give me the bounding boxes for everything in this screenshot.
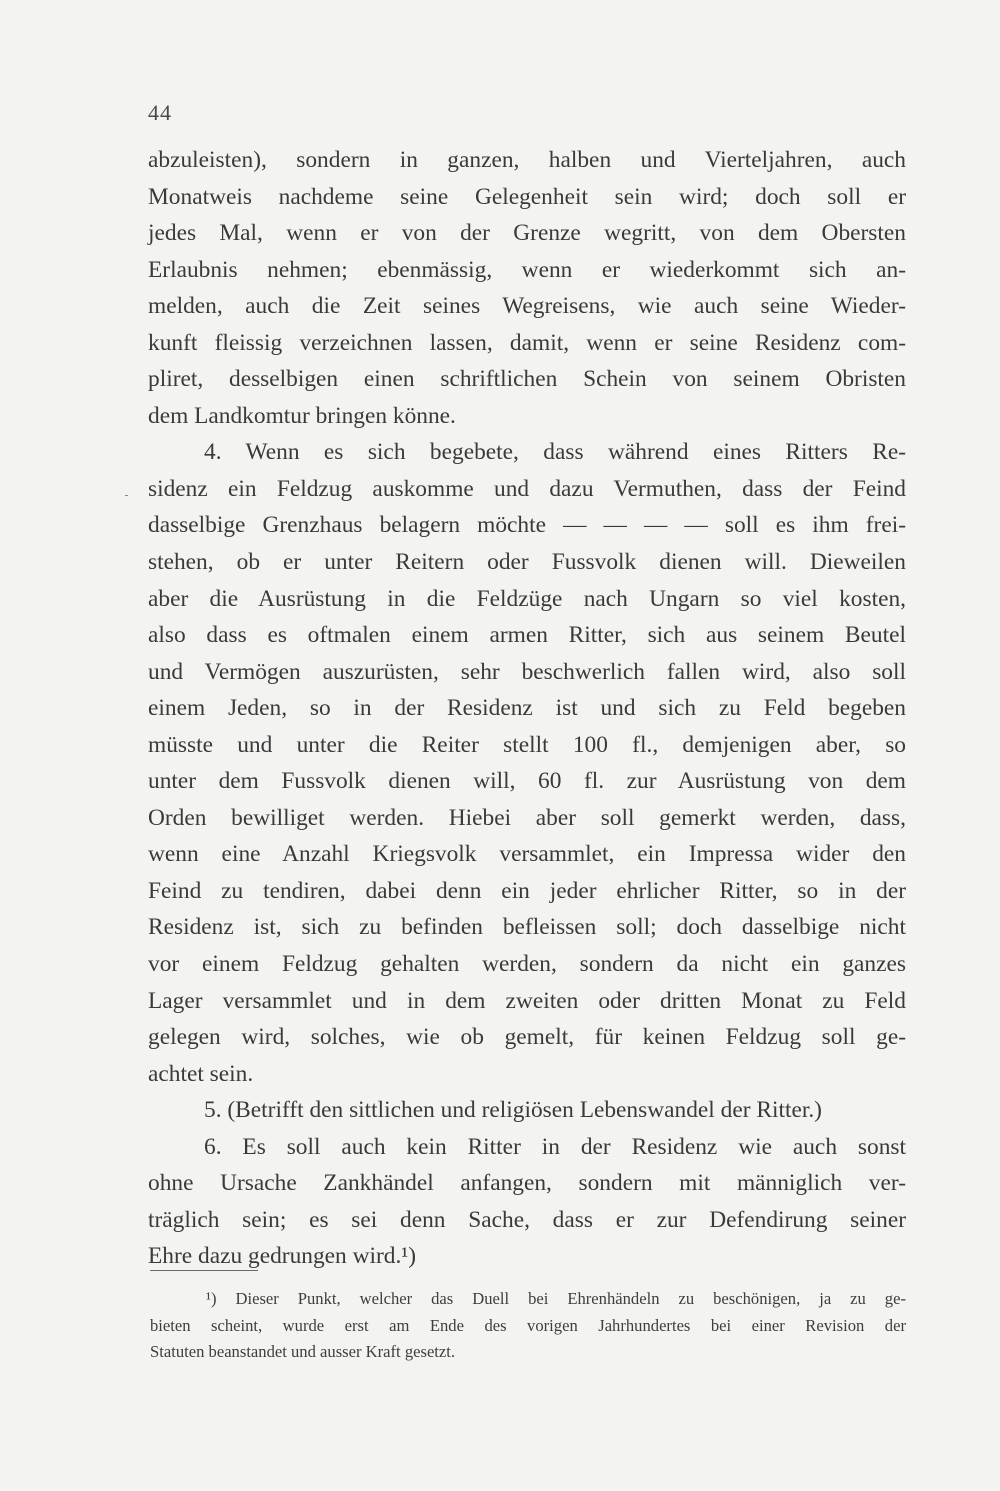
footnote (150, 1286, 906, 1366)
text-line: sidenz ein Feldzug auskomme und dazu Vermuthen, dass der Feind (148, 475, 906, 502)
text-line: vor einem Feldzug gehalten werden, sondern da nicht ein ganzes (148, 951, 906, 978)
text-line: pliret, desselbigen einen schriftlichen Schein von seinem Obristen (148, 366, 906, 393)
text-line: Erlaubnis nehmen; ebenmässig, wenn er wiederkommt sich an- (148, 256, 906, 283)
text-line: träglich sein; es sei denn Sache, dass er zur Defendirung seiner (148, 1206, 906, 1233)
text-line: einem Jeden, so in der Residenz ist und sich zu Feld begeben (148, 695, 906, 722)
text-line: dasselbige Grenzhaus belagern möchte — — — — soll es ihm frei- (148, 512, 906, 539)
text-line: wenn eine Anzahl Kriegsvolk versammlet, ein Impressa wider den (148, 841, 906, 868)
text-line: unter dem Fussvolk dienen will, 60 fl. zur Ausrüstung von dem (148, 768, 906, 795)
text-line: jedes Mal, wenn er von der Grenze wegritt, von dem Obersten (148, 220, 906, 247)
text-line-section-6: 6. Es soll auch kein Ritter in der Residenz wie auch sonst (204, 1133, 906, 1160)
text-line: achtet sein. (148, 1060, 254, 1087)
footnote-line: Statuten beanstandet und ausser Kraft gesetzt. (150, 1342, 456, 1361)
margin-mark (125, 495, 128, 496)
main-text (148, 142, 906, 1275)
text-line: müsste und unter die Reiter stellt 100 fl., demjenigen aber, so (148, 731, 906, 758)
text-line: melden, auch die Zeit seines Wegreisens, wie auch seine Wieder- (148, 293, 906, 320)
page-number: 44 (148, 100, 172, 125)
text-line: kunft fleissig verzeichnen lassen, damit, wenn er seine Residenz com- (148, 329, 906, 356)
text-line-section-4: 4. Wenn es sich begebete, dass während eines Ritters Re- (204, 439, 906, 466)
text-line: ohne Ursache Zankhändel anfangen, sondern mit männiglich ver- (148, 1170, 906, 1197)
text-line: Feind zu tendiren, dabei denn ein jeder ehrlicher Ritter, so in der (148, 877, 906, 904)
text-line-section-5: 5. (Betrifft den sittlichen und religiösen Lebenswandel der Ritter.) (204, 1097, 822, 1124)
text-line: Residenz ist, sich zu befinden befleissen soll; doch dasselbige nicht (148, 914, 906, 941)
text-line: stehen, ob er unter Reitern oder Fussvolk dienen will. Dieweilen (148, 549, 906, 576)
text-line: Ehre dazu gedrungen wird.¹) (148, 1243, 417, 1270)
text-line: Orden bewilliget werden. Hiebei aber soll gemerkt werden, dass, (148, 804, 906, 831)
text-line: Monatweis nachdeme seine Gelegenheit sein wird; doch soll er (148, 183, 906, 210)
footnote-divider (150, 1270, 258, 1271)
text-line: dem Landkomtur bringen könne. (148, 402, 456, 429)
footnote-line: ¹) Dieser Punkt, welcher das Duell bei Ehrenhändeln zu beschönigen, ja zu ge- (206, 1289, 906, 1308)
text-line: aber die Ausrüstung in die Feldzüge nach Ungarn so viel kosten, (148, 585, 906, 612)
footnote-line: bieten scheint, wurde erst am Ende des vorigen Jahrhundertes bei einer Revision der (150, 1315, 906, 1335)
text-line: also dass es oftmalen einem armen Ritter, sich aus seinem Beutel (148, 622, 906, 649)
text-line: abzuleisten), sondern in ganzen, halben und Vierteljahren, auch (148, 147, 906, 173)
text-line: gelegen wird, solches, wie ob gemelt, für keinen Feldzug soll ge- (148, 1024, 906, 1051)
text-line: und Vermögen auszurüsten, sehr beschwerlich fallen wird, also soll (148, 658, 906, 685)
text-line: Lager versammlet und in dem zweiten oder dritten Monat zu Feld (148, 987, 906, 1014)
